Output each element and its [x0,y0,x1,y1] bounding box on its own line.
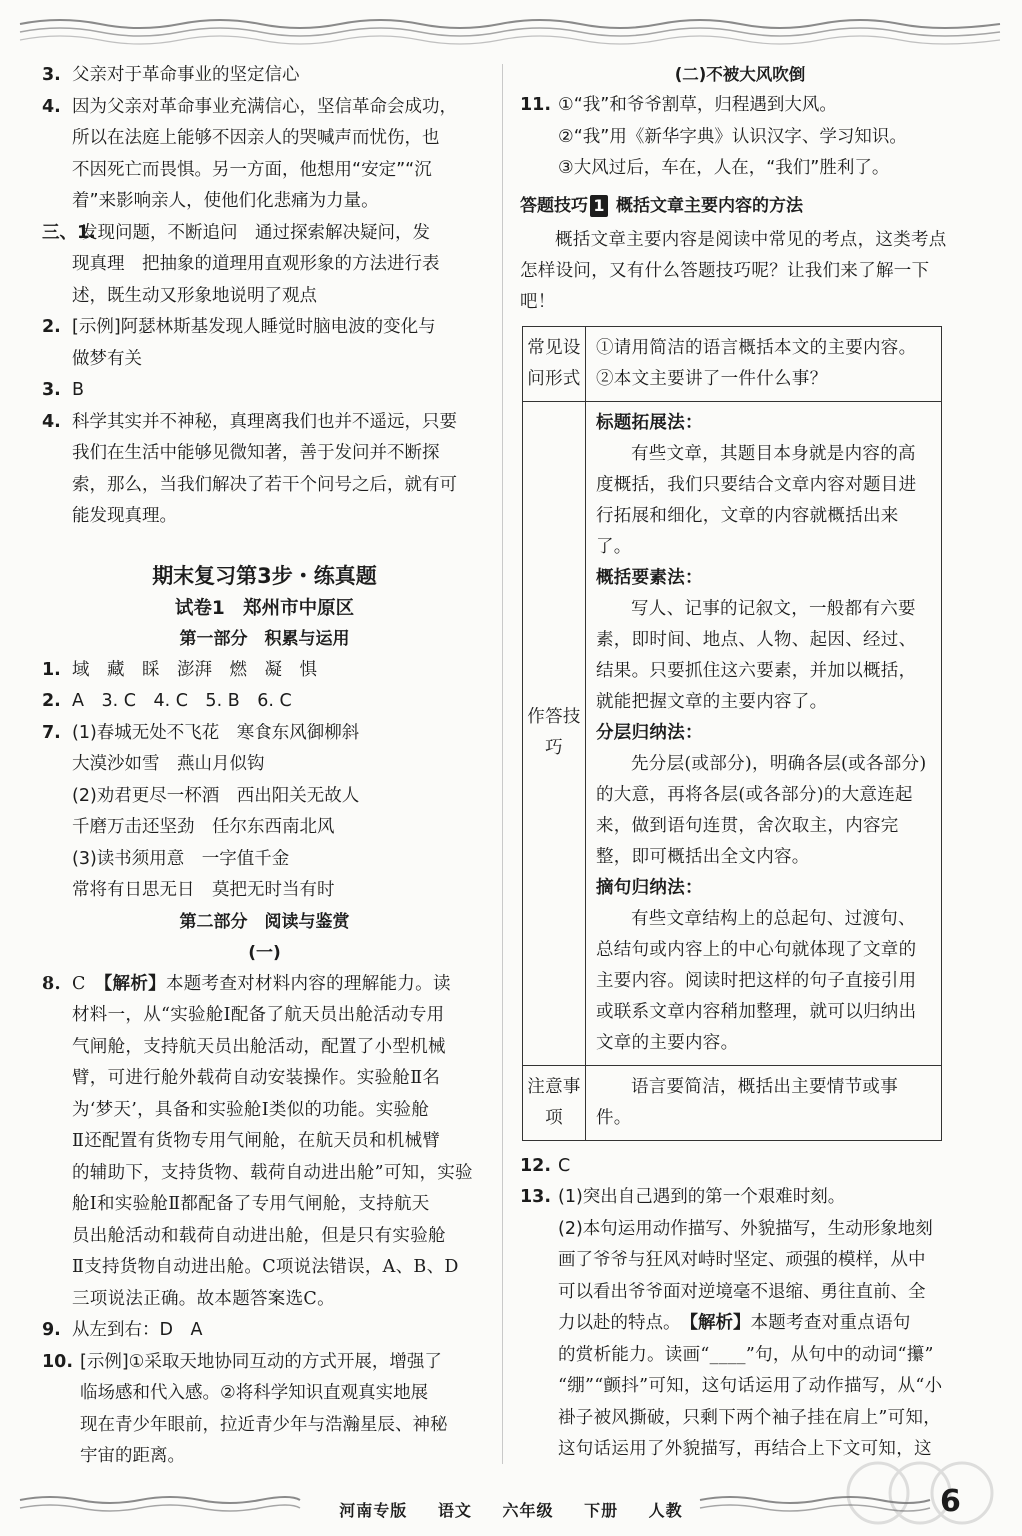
column-divider [502,64,503,1464]
answer-continuation: ②“我”用《新华字典》认识汉字、学习知识。 [558,126,907,147]
answer-continuation: (2)本句运用动作描写、外貌描写，生动形象地刻 [558,1218,933,1239]
tips-table [522,326,942,1141]
answer-continuation: 着”来影响亲人，使他们化悲痛为力量。 [72,191,379,211]
table-row [523,326,942,401]
answer-continuation: 材料一，从“实验舱Ⅰ配备了航天员出舱活动专用 [72,1005,445,1025]
row-label-question-forms: 常见设问形式 [523,326,586,401]
answer-continuation: 舱Ⅰ和实验舱Ⅱ都配备了专用气闸舱，支持航天 [72,1194,430,1214]
part-two-title: 第二部分 阅读与鉴赏 [179,911,350,932]
tip-intro: 概括文章主要内容是阅读中常见的考点，这类考点怎样设问，又有什么答题技巧呢？让我们来了解一下吧！ [520,229,947,312]
method-heading: 分层归纳法： [596,722,703,743]
answer-line: 13. (1)突出自己遇到的第一个艰难时刻。 [520,1187,846,1207]
answer-continuation: 做梦有关 [72,348,142,369]
method-body: 有些文章结构上的总起句、过渡句、总结句或内容上的中心句就体现了文章的主要内容。阅读时把这样的句子直接引用或联系文章内容稍加整理，就可以归纳出文章的主要内容。 [596,908,917,1053]
answer-line: 8. C 【解析】本题考查对材料内容的理解能力。读 [42,973,451,994]
method-heading: 标题拓展法： [596,412,703,433]
answer-continuation: 所以在法庭上能够不因亲人的哭喊声而忧伤，也 [72,128,440,148]
table-row [523,1065,942,1140]
answer-line: 12. C [520,1155,571,1176]
answer-continuation: 常将有日思无日 莫把无时当有时 [72,880,335,900]
watermark-stamp [838,1455,998,1531]
answer-continuation: 临场感和代入感。②将科学知识直观真实地展 [80,1383,429,1403]
method-body: 写人、记事的记叙文，一般都有六要素，即时间、地点、人物、起因、经过、结果。只要抓住这六要素，并加以概括，就能把握文章的主要内容了。 [596,598,917,712]
footer-subject: 语文 [437,1501,472,1520]
answer-line: 4. 科学其实并不神秘，真理离我们也并不遥远，只要 [42,411,457,432]
answer-continuation: 现真理 把抽象的道理用直观形象的方法进行表 [72,254,440,274]
tip-title: 概括文章主要内容的方法 [616,195,803,216]
answer-line: 三、1. 发现问题，不断追问 通过探索解决疑问，发 [42,222,430,243]
method-heading: 摘句归纳法： [596,877,703,898]
answer-continuation: Ⅱ还配置有货物专用气闸舱，在航天员和机械臂 [72,1131,441,1151]
tip-number-badge: 1 [590,195,608,217]
answer-line: 3. 父亲对于革命事业的坚定信心 [42,65,300,85]
answer-continuation: Ⅱ支持货物自动进出舱。C项说法错误，A、B、D [72,1257,459,1277]
answer-continuation: 大漠沙如雪 燕山月似钩 [72,754,265,774]
answer-continuation: 臂，可进行舱外载荷自动安装操作。实验舱Ⅱ名 [72,1068,441,1088]
answer-continuation: 画了爷爷与狂风对峙时坚定、顽强的模样，从中 [558,1250,926,1270]
exam-section-title: 期末复习第3步・练真题 [152,563,377,588]
answer-continuation: 气闸舱，支持航天员出舱活动，配置了小型机械 [72,1036,446,1057]
answer-line: 9. 从左到右：D A [42,1320,203,1340]
part-two-subsection: (一) [248,942,281,963]
left-column [42,60,487,1473]
answer-continuation: 这句话运用了外貌描写，再结合上下文可知，这 [558,1439,932,1459]
footer-volume: 下册 [584,1501,619,1520]
exam-paper-title: 试卷1 郑州市中原区 [174,597,355,619]
answer-line: 2. A 3. C 4. C 5. B 6. C [42,691,292,711]
answer-continuation: 力以赴的特点。 【解析】本题考查对重点语句 [558,1313,911,1333]
answer-line: 4. 因为父亲对革命事业充满信心，坚信革命会成功， [42,96,457,117]
method-heading: 概括要素法： [596,567,703,588]
footer-publisher: 人教 [648,1501,683,1520]
answer-continuation: 能发现真理。 [72,506,177,526]
answer-line: 1. 域 藏 睬 澎湃 燃 凝 惧 [42,659,317,680]
question-form-1: ①请用简洁的语言概括本文的主要内容。 [596,337,917,358]
answer-line: 2. [示例]阿瑟林斯基发现人睡觉时脑电波的变化与 [42,317,436,337]
notes-cell: 语言要简洁，概括出主要情节或事件。 [586,1065,942,1140]
answer-line: 3. B [42,380,85,400]
answer-line: 11. ①“我”和爷爷割草，归程遇到大风。 [520,95,837,115]
answer-continuation: 可以看出爷爷面对逆境毫不退缩、勇往直前、全 [558,1281,926,1302]
tip-badge: 答题技巧 [520,195,588,216]
answer-line: 7. (1)春城无处不飞花 寒食东风御柳斜 [42,722,360,743]
method-body: 先分层(或部分)，明确各层(或各部分)的大意，再将各层(或各部分)的大意连起来，做到语句连贯，舍次取主，内容完整，即可概括出全文内容。 [596,753,927,867]
part-one-title: 第一部分 积累与运用 [179,628,350,649]
tip-header [520,189,960,223]
answer-continuation: 现在青少年眼前，拉近青少年与浩瀚星辰、神秘 [80,1414,448,1435]
answer-continuation: 索，那么，当我们解决了若干个问号之后，就有可 [72,474,457,495]
answer-continuation: 为‘梦天’，具备和实验舱Ⅰ类似的功能。实验舱 [72,1099,430,1120]
answer-continuation: (2)劝君更尽一杯酒 西出阳关无故人 [72,785,360,806]
row-label-techniques: 作答技巧 [523,401,586,1065]
right-column [520,60,960,1466]
page-number: 6 [940,1484,961,1519]
question-form-2: ②本文主要讲了一件什么事？ [596,368,828,389]
answer-continuation: 三项说法正确。故本题答案选C。 [72,1288,335,1309]
techniques-cell [586,401,942,1065]
answer-continuation: 我们在生活中能够见微知著，善于发问并不断探 [72,443,440,463]
reading-section-title: (二)不被大风吹倒 [674,65,806,84]
answer-line: 10. [示例]①采取天地协同互动的方式开展，增强了 [42,1351,442,1372]
answer-continuation: 千磨万击还坚劲 任尔东西南北风 [72,817,335,837]
answer-continuation: “绷”“颤抖”可知，这句话运用了动作描写，从“小 [558,1376,943,1396]
question-forms-cell [586,326,942,401]
answer-continuation: 褂子被风撕破，只剩下两个袖子挂在肩上”可知， [558,1407,942,1428]
footer-edition: 河南专版 [339,1501,408,1520]
table-row [523,401,942,1065]
answer-continuation: 述，既生动又形象地说明了观点 [72,285,317,306]
answer-continuation: 的辅助下，支持货物、载荷自动进出舱”可知，实验 [72,1162,473,1183]
answer-continuation: (3)读书须用意 一字值千金 [72,848,290,869]
answer-continuation: ③大风过后，车在，人在，“我们”胜利了。 [558,158,890,178]
answer-continuation: 宇宙的距离。 [80,1446,185,1466]
footer-grade: 六年级 [502,1501,554,1520]
answer-continuation: 不因死亡而畏惧。另一方面，他想用“安定”“沉 [72,159,432,180]
top-wave-border [0,14,1022,48]
row-label-notes: 注意事项 [523,1065,586,1140]
method-body: 有些文章，其题目本身就是内容的高度概括，我们只要结合文章内容对题目进行拓展和细化，文章的内容就概括出来了。 [596,443,917,557]
answer-continuation: 的赏析能力。读画“____”句，从句中的动词“攥” [558,1344,934,1365]
answer-continuation: 员出舱活动和载荷自动进出舱，但是只有实验舱 [72,1225,446,1246]
